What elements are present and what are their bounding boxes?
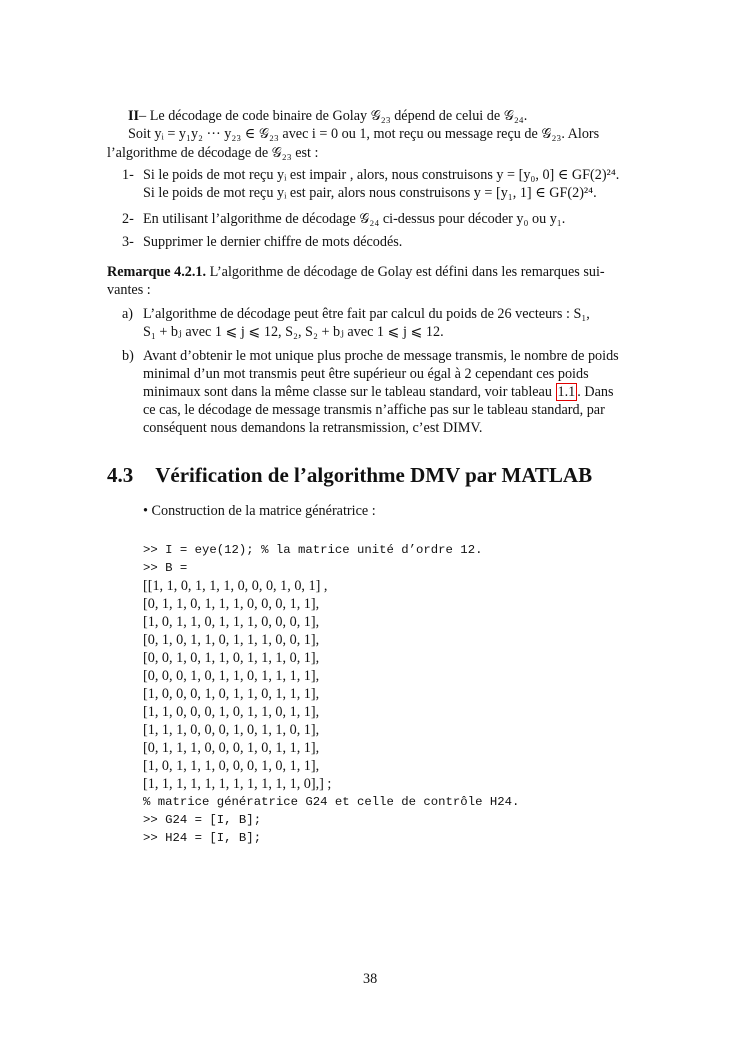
remark-item-marker: b) [122, 348, 134, 364]
intro-line-1 [128, 107, 527, 125]
section-title: Vérification de l’algorithme DMV par MATLAB [155, 463, 593, 487]
remark-b-line-3-text: minimaux sont dans la même classe sur le tableau standard, voir tableau [143, 384, 552, 400]
remark-label: Remarque 4.2.1. [107, 264, 207, 280]
code-line-G24: >> G24 = [I, B]; [143, 813, 262, 827]
intro-line-1-text: – Le décodage de code binaire de Golay 𝒢₂₃ dépend de celui de 𝒢₂₄. [139, 108, 528, 124]
bullet-dot: • [143, 503, 148, 519]
remark-a-line-1: L’algorithme de décodage peut être fait par calcul du poids de 26 vecteurs : S₁, [143, 306, 590, 322]
step-2-line-1: En utilisant l’algorithme de décodage 𝒢₂₄ ci-dessus pour décoder y₀ ou y₁. [143, 211, 566, 227]
part-label: II [128, 108, 140, 124]
remark-b-line-3 [143, 383, 614, 401]
step-3-line-1: Supprimer le dernier chiffre de mots décodés. [143, 234, 403, 250]
remark-b-line-1: Avant d’obtenir le mot unique plus proche de message transmis, le nombre de poids [143, 348, 619, 364]
remark-b-line-3-tail: . Dans [577, 384, 614, 400]
step-marker: 1- [122, 167, 134, 183]
step-1-line-1: Si le poids de mot reçu yᵢ est impair , alors, nous construisons y = [y₀, 0] ∈ GF(2)²⁴. [143, 167, 620, 183]
remark-b-line-2: minimal d’un mot transmis peut être supérieur ou égal à 2 cependant ces poids [143, 366, 589, 382]
remark-line-1 [107, 263, 605, 281]
remark-b-line-5: conséquent nous demandons la retransmission, c’est DIMV. [143, 420, 483, 436]
page-number: 38 [363, 971, 378, 987]
matrix-row: [0, 1, 0, 1, 1, 0, 1, 1, 1, 0, 0, 1], [143, 632, 320, 648]
remark-a-line-2: S₁ + bⱼ avec 1 ⩽ j ⩽ 12, S₂, S₂ + bⱼ avec 1 ⩽ j ⩽ 12. [143, 324, 444, 340]
matrix-row: [1, 1, 0, 0, 0, 1, 0, 1, 1, 0, 1, 1], [143, 704, 320, 720]
matrix-row: [1, 0, 1, 1, 0, 1, 1, 1, 0, 0, 0, 1], [143, 614, 320, 630]
remark-b-line-4: ce cas, le décodage de message transmis n’affiche pas sur le tableau standard, par [143, 402, 605, 418]
remark-item-marker: a) [122, 306, 134, 322]
matrix-row: [0, 1, 1, 1, 0, 0, 0, 1, 0, 1, 1, 1], [143, 740, 320, 756]
code-comment: % matrice génératrice G24 et celle de contrôle H24. [143, 795, 520, 809]
section-heading [107, 462, 592, 488]
bullet-text: Construction de la matrice génératrice : [151, 503, 376, 519]
remark-line-2: vantes : [107, 282, 151, 298]
step-marker: 2- [122, 211, 134, 227]
section-number: 4.3 [107, 463, 134, 487]
matrix-row: [1, 1, 1, 1, 1, 1, 1, 1, 1, 1, 1, 0],] ; [143, 776, 332, 792]
step-1-line-2: Si le poids de mot reçu yᵢ est pair, alors nous construisons y = [y₁, 1] ∈ GF(2)²⁴. [143, 185, 597, 201]
bullet-item [143, 502, 376, 520]
step-marker: 3- [122, 234, 134, 250]
remark-text-1: L’algorithme de décodage de Golay est défini dans les remarques sui- [209, 264, 605, 280]
table-reference-link[interactable]: 1.1 [557, 384, 576, 400]
matrix-row: [1, 0, 1, 1, 1, 0, 0, 0, 1, 0, 1, 1], [143, 758, 320, 774]
code-line-H24: >> H24 = [I, B]; [143, 831, 262, 845]
intro-line-2: Soit yᵢ = y₁y₂ ··· y₂₃ ∈ 𝒢₂₃ avec i = 0 ou 1, mot reçu ou message reçu de 𝒢₂₃. Alors [128, 126, 600, 142]
matrix-row: [0, 0, 1, 0, 1, 1, 0, 1, 1, 1, 0, 1], [143, 650, 320, 666]
matrix-row: [1, 1, 1, 0, 0, 0, 1, 0, 1, 1, 0, 1], [143, 722, 320, 738]
matrix-row: [0, 1, 1, 0, 1, 1, 1, 0, 0, 0, 1, 1], [143, 596, 320, 612]
intro-line-3: l’algorithme de décodage de 𝒢₂₃ est : [107, 145, 319, 161]
code-line-I: >> I = eye(12); % la matrice unité d’ordre 12. [143, 543, 483, 557]
matrix-row: [[1, 1, 0, 1, 1, 1, 0, 0, 0, 1, 0, 1] , [143, 578, 328, 594]
matrix-row: [1, 0, 0, 0, 1, 0, 1, 1, 0, 1, 1, 1], [143, 686, 320, 702]
matrix-row: [0, 0, 0, 1, 0, 1, 1, 0, 1, 1, 1, 1], [143, 668, 320, 684]
code-line-B: >> B = [143, 561, 188, 575]
